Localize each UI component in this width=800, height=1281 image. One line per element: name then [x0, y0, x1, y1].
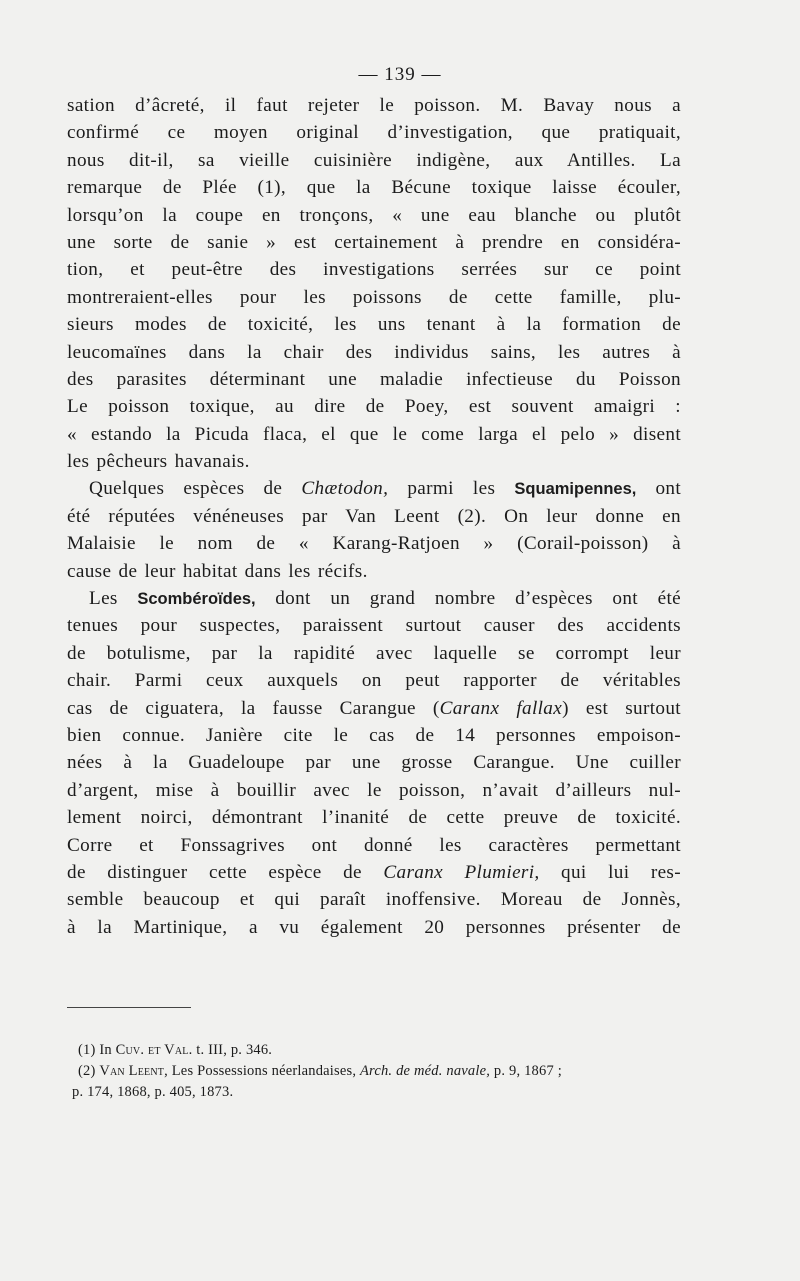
text-segment: de distinguer cette espèce de — [67, 861, 384, 883]
text-segment: Squamipennes, — [514, 480, 637, 499]
text-line — [67, 722, 681, 749]
text-segment: confirmé ce moyen original d’investigation, que pratiquait, — [67, 122, 681, 144]
text-segment: dont un grand nombre d’espèces ont été — [255, 588, 681, 610]
text-segment: chair. Parmi ceux auxquels on peut rapporter de véritables — [67, 670, 681, 692]
text-line — [67, 448, 681, 475]
text-segment: cause de leur habitat dans les récifs. — [67, 560, 368, 582]
text-line — [67, 393, 681, 420]
text-segment: des parasites déterminant une maladie infectieuse du Poisson — [67, 368, 681, 390]
text-line — [67, 695, 681, 722]
text-line — [67, 421, 681, 448]
text-segment: de botulisme, par la rapidité avec laquelle se corrompt leur — [67, 642, 681, 664]
text-segment: Scombéroïdes, — [137, 590, 256, 609]
text-line — [67, 886, 681, 913]
text-segment: t. III, p. 346. — [192, 1042, 273, 1058]
text-segment: Chætodon, — [301, 478, 389, 500]
text-segment: une sorte de sanie » est certainement à prendre en considéra- — [67, 231, 681, 253]
text-line — [67, 558, 681, 585]
text-segment: Cuv. et Val. — [115, 1042, 193, 1058]
text-segment: les pêcheurs havanais. — [67, 451, 250, 473]
text-segment: lorsqu’on la coupe en tronçons, « une eau blanche ou plutôt — [67, 204, 681, 226]
text-line — [67, 530, 681, 557]
text-segment: Arch. de méd. navale, — [359, 1063, 491, 1079]
text-segment: sation d’âcreté, il faut rejeter le poisson. M. Bavay nous a — [67, 95, 681, 116]
text-segment: tion, et peut-être des investigations serrées sur ce point — [67, 259, 681, 281]
text-line — [67, 339, 681, 366]
text-segment: parmi les — [388, 478, 515, 500]
page-number: — 139 — — [358, 64, 442, 85]
text-line — [67, 202, 681, 229]
text-line — [67, 832, 681, 859]
text-segment: lement noirci, démontrant l’inanité de cette preuve de toxicité. — [67, 807, 681, 829]
text-line — [67, 256, 681, 283]
text-line — [67, 914, 681, 941]
text-segment: tenues pour suspectes, paraissent surtout causer des accidents — [67, 615, 681, 637]
text-segment: semble beaucoup et qui paraît inoffensive. Moreau de Jonnès, — [67, 889, 681, 911]
text-segment: Malaisie le nom de « Karang-Ratjoen » (Corail-poisson) à — [67, 533, 681, 555]
text-segment: Corre et Fonssagrives ont donné les caractères permettant — [67, 834, 681, 856]
text-segment: été réputées vénéneuses par Van Leent (2). On leur donne en — [67, 505, 681, 527]
text-line — [67, 119, 681, 146]
text-line — [67, 284, 681, 311]
text-segment: p. 174, 1868, p. 405, 1873. — [72, 1084, 234, 1100]
text-segment: cas de ciguatera, la fausse Carangue ( — [67, 697, 440, 719]
footnote-line — [72, 1040, 682, 1061]
footnote-rule — [67, 1007, 191, 1008]
text-segment: Caranx fallax — [439, 697, 563, 719]
text-line — [67, 311, 681, 338]
text-line — [67, 749, 681, 776]
text-segment: « estando la Picuda flaca, el que le come larga el pelo » disent — [67, 423, 681, 445]
text-line — [67, 92, 681, 119]
text-line — [67, 585, 681, 612]
text-line — [67, 859, 681, 886]
text-line — [67, 475, 681, 502]
text-line — [67, 640, 681, 667]
text-segment: à la Martinique, a vu également 20 personnes présenter de — [67, 916, 681, 938]
text-segment: remarque de Plée (1), que la Bécune toxique laisse écouler, — [67, 177, 681, 199]
footnote-line — [72, 1061, 682, 1082]
text-segment: Les — [89, 588, 138, 610]
text-line — [67, 503, 681, 530]
text-segment: Van Leent, — [99, 1063, 168, 1079]
text-segment: Quelques espèces de — [89, 478, 302, 500]
text-line — [67, 777, 681, 804]
text-line — [67, 667, 681, 694]
text-line — [67, 147, 681, 174]
footnote-line — [72, 1082, 682, 1103]
body-text — [67, 92, 681, 941]
text-segment: p. 9, 1867 ; — [490, 1063, 562, 1079]
text-segment: Les Possessions néerlandaises, — [167, 1063, 360, 1079]
text-segment: nous dit-il, sa vieille cuisinière indigène, aux Antilles. La — [67, 149, 681, 171]
text-line — [67, 174, 681, 201]
text-segment: qui lui res- — [539, 861, 681, 883]
text-segment: ont — [636, 478, 682, 500]
text-line — [67, 612, 681, 639]
footnotes — [72, 1040, 682, 1103]
text-line — [67, 804, 681, 831]
text-segment: (2) — [78, 1063, 100, 1079]
text-segment: Le poisson toxique, au dire de Poey, est souvent amaigri : — [67, 396, 681, 418]
text-segment: d’argent, mise à bouillir avec le poisson, n’avait d’ailleurs nul- — [67, 779, 681, 801]
text-segment: (1) In — [78, 1042, 116, 1058]
text-segment: bien connue. Janière cite le cas de 14 personnes empoison- — [67, 724, 681, 746]
text-segment: sieurs modes de toxicité, les uns tenant à la formation de — [67, 314, 681, 336]
text-segment: ) est surtout — [562, 697, 681, 719]
text-segment: leucomaïnes dans la chair des individus sains, les autres à — [67, 341, 681, 363]
text-line — [67, 366, 681, 393]
text-segment: montreraient-elles pour les poissons de cette famille, plu- — [67, 286, 681, 308]
text-segment: nées à la Guadeloupe par une grosse Carangue. Une cuiller — [67, 752, 681, 774]
text-line — [67, 229, 681, 256]
text-segment: Caranx Plumieri, — [383, 861, 540, 883]
